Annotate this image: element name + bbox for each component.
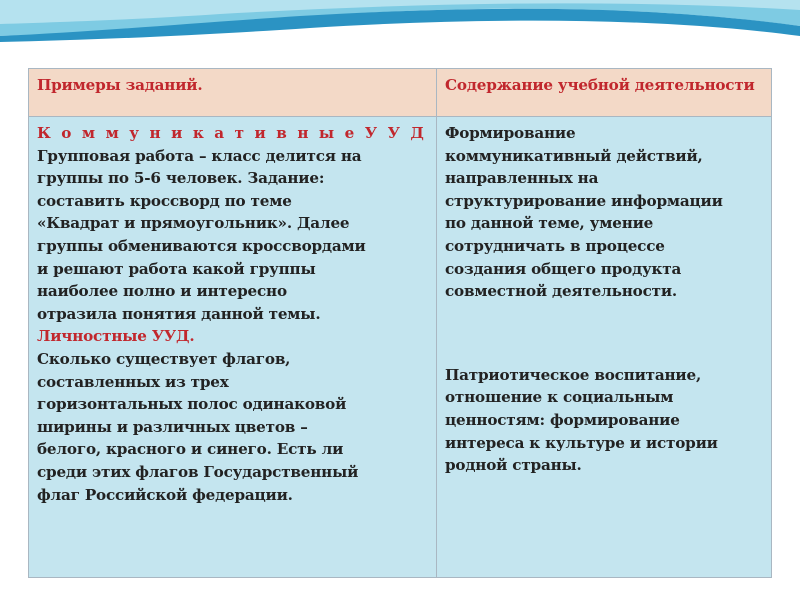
content-line: коммуникативный действий, (445, 146, 703, 165)
content-table (28, 68, 772, 578)
flag-task-line: ширины и различных цветов – (37, 417, 308, 436)
patriotic-line: отношение к социальным (445, 388, 674, 407)
content-line: структурирование информации (445, 191, 723, 210)
flag-task-line: горизонтальных полос одинаковой (37, 395, 347, 414)
patriotic-line: Патриотическое воспитание, (445, 365, 702, 384)
task-line: «Квадрат и прямоугольник». Далее (37, 214, 350, 233)
table-header-row (29, 69, 772, 117)
examples-cell (29, 117, 437, 578)
flag-task-line: флаг Российской федерации. (37, 485, 293, 504)
communicative-uud-title: К о м м у н и к а т и в н ы е У У Д (37, 124, 427, 142)
content-line: по данной теме, умение (445, 214, 654, 233)
content-line: создания общего продукта (445, 259, 682, 278)
header-learning-content: Содержание учебной деятельности (437, 69, 772, 117)
paragraph-gap (445, 303, 764, 364)
flag-task-line: белого, красного и синего. Есть ли (37, 440, 344, 459)
personal-uud-title: Личностные УУД. (37, 327, 195, 346)
patriotic-line: ценностям: формирование (445, 410, 680, 429)
content-line: Формирование (445, 124, 576, 142)
task-line: составить кроссворд по теме (37, 191, 292, 210)
content-line: совместной деятельности. (445, 282, 677, 301)
patriotic-line: интереса к культуре и истории (445, 433, 718, 452)
patriotic-line: родной страны. (445, 456, 582, 475)
table-body-row (29, 117, 772, 578)
flag-task-line: составленных из трех (37, 372, 229, 391)
content-line: сотрудничать в процессе (445, 236, 665, 255)
task-line: наиболее полно и интересно (37, 282, 287, 301)
flag-task-line: Сколько существует флагов, (37, 349, 291, 368)
learning-content-cell (437, 117, 772, 578)
task-line: группы по 5-6 человек. Задание: (37, 169, 325, 188)
task-line: группы обмениваются кроссвордами (37, 236, 366, 255)
task-line: и решают работа какой группы (37, 259, 316, 278)
flag-task-line: среди этих флагов Государственный (37, 462, 359, 481)
task-line: отразила понятия данной темы. (37, 304, 321, 323)
header-examples: Примеры заданий. (29, 69, 437, 117)
task-line: Групповая работа – класс делится на (37, 146, 362, 165)
content-line: направленных на (445, 169, 599, 188)
